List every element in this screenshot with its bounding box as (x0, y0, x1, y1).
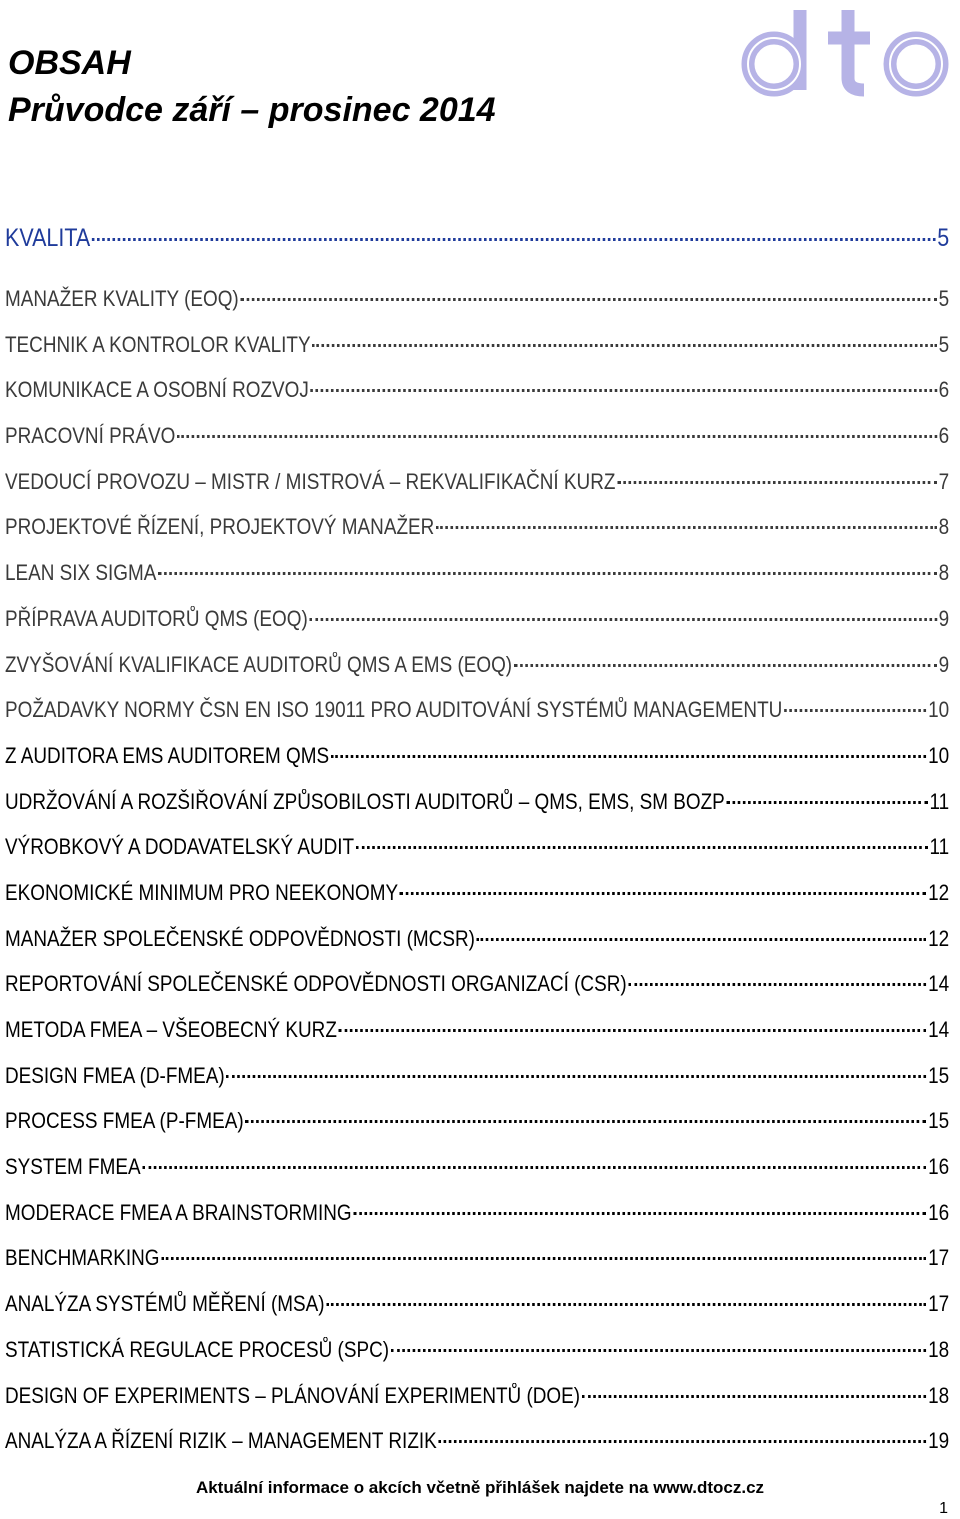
toc-leader-dots (784, 709, 926, 712)
toc-entry-label: MANAŽER KVALITY (EOQ) (5, 286, 239, 311)
toc-entry-page: 15 (928, 1062, 950, 1088)
toc-entry-label: STATISTICKÁ REGULACE PROCESŮ (SPC) (5, 1336, 390, 1362)
toc-entry[interactable] (5, 596, 949, 642)
toc-entry-page: 16 (928, 1199, 950, 1225)
toc-entry-page: 19 (928, 1428, 950, 1454)
toc-entry-page: 6 (938, 377, 950, 403)
toc-leader-dots (326, 1303, 926, 1306)
logo-text: dto (736, 4, 738, 5)
toc-entry-label: MODERACE FMEA A BRAINSTORMING (5, 1199, 352, 1225)
toc-entry-page: 10 (928, 742, 950, 768)
page-number: 1 (939, 1500, 948, 1517)
toc-entry-page: 8 (938, 560, 950, 586)
toc-entry[interactable] (5, 916, 949, 962)
toc-entry[interactable] (5, 1418, 949, 1464)
toc-entry[interactable] (5, 1144, 949, 1190)
toc-entry-label: MANAŽER SPOLEČENSKÉ ODPOVĚDNOSTI (MCSR) (5, 925, 475, 951)
toc-entry-page: 5 (938, 286, 950, 311)
toc-entry-label: BENCHMARKING (5, 1245, 160, 1271)
toc-entry-label: REPORTOVÁNÍ SPOLEČENSKÉ ODPOVĚDNOSTI ORGANIZACÍ (CSR) (5, 971, 627, 997)
toc-entry-page: 11 (929, 788, 950, 814)
toc-leader-dots (727, 801, 928, 804)
toc-entry-page: 5 (937, 224, 950, 252)
toc-entry[interactable] (5, 1235, 949, 1281)
toc-entry-page: 5 (938, 331, 950, 357)
toc-leader-dots (628, 983, 926, 986)
toc-entry-label: ZVYŠOVÁNÍ KVALIFIKACE AUDITORŮ QMS A EMS (EOQ) (5, 651, 513, 677)
toc-entry-label: VEDOUCÍ PROVOZU – MISTR / MISTROVÁ – REKVALIFIKAČNÍ KURZ (5, 468, 616, 494)
toc-entry-label: POŽADAVKY NORMY ČSN EN ISO 19011 PRO AUDITOVÁNÍ SYSTÉMŮ MANAGEMENTU (5, 697, 783, 723)
toc-entry-label: UDRŽOVÁNÍ A ROZŠIŘOVÁNÍ ZPŮSOBILOSTI AUDITORŮ – QMS, EMS, SM BOZP (5, 788, 725, 814)
toc-leader-dots (142, 1166, 926, 1169)
toc-leader-dots (158, 572, 937, 575)
toc-entry-label: LEAN SIX SIGMA (5, 560, 157, 586)
toc-entry[interactable] (5, 504, 949, 550)
toc-leader-dots (353, 1212, 926, 1215)
toc-leader-dots (240, 298, 936, 301)
toc-entry-label: SYSTEM FMEA (5, 1154, 141, 1180)
toc-leader-dots (400, 892, 927, 895)
table-of-contents (5, 217, 949, 1464)
toc-entry[interactable] (5, 1007, 949, 1053)
toc-entry-page: 12 (928, 925, 950, 951)
toc-leader-dots (514, 664, 937, 667)
toc-entry-page: 16 (928, 1154, 950, 1180)
toc-entry-page: 14 (928, 971, 950, 997)
toc-entry[interactable] (5, 961, 949, 1007)
toc-entry[interactable] (5, 687, 949, 733)
toc-leader-dots (582, 1395, 927, 1398)
toc-entry[interactable] (5, 1327, 949, 1373)
toc-entry-page: 7 (938, 468, 950, 494)
dto-logo (736, 4, 958, 114)
title-line-2: Průvodce září – prosinec 2014 (8, 91, 496, 129)
toc-entry-label: DESIGN FMEA (D-FMEA) (5, 1062, 225, 1088)
toc-entry-label: ANALÝZA A ŘÍZENÍ RIZIK – MANAGEMENT RIZIK (5, 1428, 437, 1454)
toc-leader-dots (312, 344, 937, 347)
toc-leader-dots (311, 389, 937, 392)
toc-entry-label: DESIGN OF EXPERIMENTS – PLÁNOVÁNÍ EXPERIMENTŮ (DOE) (5, 1382, 581, 1408)
toc-entry[interactable] (5, 367, 949, 413)
toc-entry-label: VÝROBKOVÝ A DODAVATELSKÝ AUDIT (5, 834, 355, 860)
toc-section-heading[interactable] (5, 217, 949, 259)
toc-entry[interactable] (5, 870, 949, 916)
toc-leader-dots (438, 1440, 926, 1443)
toc-entry-page: 10 (928, 697, 950, 723)
toc-entry-page: 8 (938, 514, 950, 540)
toc-leader-dots (331, 755, 927, 758)
toc-leader-dots (309, 618, 936, 621)
toc-entry-label: PRACOVNÍ PRÁVO (5, 423, 176, 449)
toc-entry[interactable] (5, 1053, 949, 1099)
footer-info: Aktuální informace o akcích včetně přihlášek najdete na www.dtocz.cz (195, 1478, 765, 1497)
toc-leader-dots (356, 846, 928, 849)
toc-entry-label: PROJEKTOVÉ ŘÍZENÍ, PROJEKTOVÝ MANAŽER (5, 514, 435, 540)
toc-leader-dots (339, 1029, 927, 1032)
toc-entry-label: KVALITA (5, 224, 91, 252)
toc-entry[interactable] (5, 322, 949, 368)
toc-entry[interactable] (5, 276, 949, 322)
toc-entry-label: EKONOMICKÉ MINIMUM PRO NEEKONOMY (5, 879, 399, 905)
toc-leader-dots (391, 1349, 927, 1352)
toc-leader-dots (245, 1120, 926, 1123)
toc-entry[interactable] (5, 642, 949, 688)
toc-entry[interactable] (5, 779, 949, 825)
toc-leader-dots (436, 526, 937, 529)
toc-entry-label: Z AUDITORA EMS AUDITOREM QMS (5, 742, 330, 768)
toc-leader-dots (92, 238, 936, 241)
toc-entry-label: TECHNIK A KONTROLOR KVALITY (5, 331, 311, 357)
toc-leader-dots (161, 1257, 926, 1260)
toc-entry[interactable] (5, 824, 949, 870)
toc-entry-page: 9 (938, 651, 950, 677)
toc-entry[interactable] (5, 733, 949, 779)
toc-entry-page: 9 (938, 605, 950, 631)
toc-entry-page: 15 (928, 1108, 950, 1134)
toc-entry-page: 12 (928, 879, 950, 905)
toc-leader-dots (226, 1075, 926, 1078)
toc-entry[interactable] (5, 413, 949, 459)
toc-entry[interactable] (5, 1190, 949, 1236)
title-line-1: OBSAH (8, 44, 131, 82)
toc-entry-page: 17 (928, 1245, 950, 1271)
toc-entry[interactable] (5, 459, 949, 505)
toc-entry-page: 18 (928, 1336, 950, 1362)
toc-leader-dots (617, 481, 937, 484)
toc-entry[interactable] (5, 1281, 949, 1327)
toc-entry-page: 11 (929, 834, 950, 860)
toc-entry-page: 18 (928, 1382, 950, 1408)
toc-entry-label: METODA FMEA – VŠEOBECNÝ KURZ (5, 1017, 337, 1042)
toc-entry-page: 6 (938, 423, 950, 449)
toc-entry-label: PŘÍPRAVA AUDITORŮ QMS (EOQ) (5, 605, 308, 631)
toc-entry-page: 14 (928, 1017, 950, 1042)
toc-entry-page: 17 (928, 1291, 950, 1317)
toc-entry[interactable] (5, 550, 949, 596)
toc-leader-dots (177, 435, 937, 438)
toc-entry[interactable] (5, 1098, 949, 1144)
toc-entry-label: ANALÝZA SYSTÉMŮ MĚŘENÍ (MSA) (5, 1291, 325, 1317)
document-title (8, 40, 496, 134)
toc-entry-label: PROCESS FMEA (P-FMEA) (5, 1108, 244, 1134)
toc-entry-label: KOMUNIKACE A OSOBNÍ ROZVOJ (5, 377, 309, 403)
toc-leader-dots (477, 938, 927, 941)
toc-entry[interactable] (5, 1373, 949, 1419)
